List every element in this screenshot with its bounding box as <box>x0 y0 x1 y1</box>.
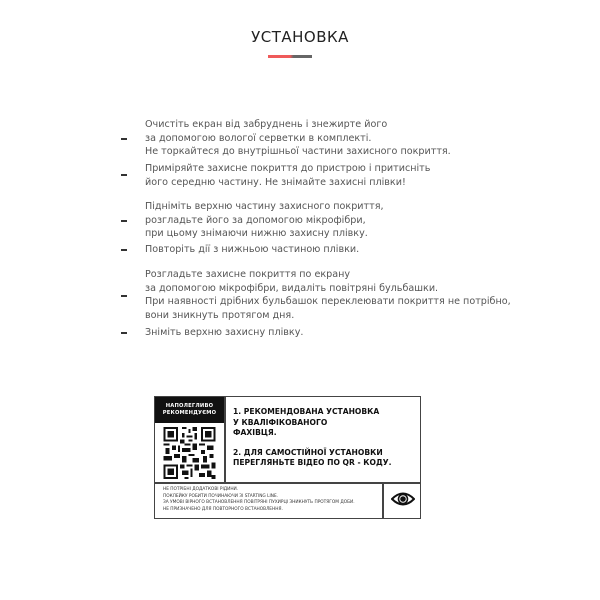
recommendation-box <box>154 396 421 519</box>
divider <box>382 482 384 518</box>
step-line: Підніміть верхню частину захисного покриття, <box>145 201 384 212</box>
dash-bullet-icon <box>121 295 127 297</box>
note-line: ЗА УМОВІ ВІРНОГО ВСТАНОВЛЕННЯ ПОВІТРЯНІ ПУХИРЦІ ЗНИКНУТЬ ПРОТЯГОМ ДОБИ. <box>163 500 355 506</box>
recommended-badge <box>155 397 224 423</box>
instruction-line: ФАХІВЦЯ. <box>233 428 277 437</box>
step-line: При наявності дрібних бульбашок переклеювати покриття не потрібно, <box>145 296 511 307</box>
step-line: Приміряйте захисне покриття до пристрою і притисніть <box>145 163 431 174</box>
instruction-line: У КВАЛІФІКОВАНОГО <box>233 417 328 427</box>
divider <box>155 482 420 484</box>
eye-icon <box>391 491 415 507</box>
step-line: за допомогою вологої серветки в комплекті. <box>145 132 372 144</box>
instruction-line: 1. РЕКОМЕНДОВАНА УСТАНОВКА <box>233 407 380 416</box>
note-line: ПОКЛЕЙКУ РОБИТИ ПОЧИНАЮЧИ ЗІ STARTING LINE. <box>163 493 279 499</box>
step-line: Повторіть дії з нижньою частиною плівки. <box>145 244 360 255</box>
instruction-line: ПЕРЕГЛЯНЬТЕ ВІДЕО ПО QR - КОДУ. <box>233 458 392 467</box>
note-line: НЕ ПОТРІБНІ ДОДАТКОВІ РІДИНИ. <box>163 487 239 492</box>
step-line: вони зникнуть протягом дня. <box>145 309 295 321</box>
step-line: Не торкайтеся до внутрішньої частини захисного покриття. <box>145 146 451 157</box>
dash-bullet-icon <box>121 220 127 222</box>
dash-bullet-icon <box>121 174 127 176</box>
dash-bullet-icon <box>121 332 127 334</box>
step-line: розгладьте його за допомогою мікрофібри, <box>145 214 366 226</box>
page-title: УСТАНОВКА <box>251 28 349 46</box>
badge-line: НАПОЛЕГЛИВО <box>165 403 214 409</box>
badge-line: РЕКОМЕНДУЄМО <box>162 410 217 416</box>
step-line: за допомогою мікрофібри, видаліть повітряні бульбашки. <box>145 282 439 294</box>
divider <box>224 397 226 482</box>
dash-bullet-icon <box>121 249 127 251</box>
dash-bullet-icon <box>121 138 127 140</box>
step-line: його середню частину. Не знімайте захисні плівки! <box>145 176 406 188</box>
note-line: НЕ ПРИЗНАЧЕНО ДЛЯ ПОВТОРНОГО ВСТАНОВЛЕННЯ. <box>163 506 283 512</box>
usage-notes <box>163 487 355 513</box>
step-line: Розгладьте захисне покриття по екрану <box>145 269 351 280</box>
title-underline <box>268 55 312 58</box>
step-line: Зніміть верхню захисну плівку. <box>145 327 304 338</box>
instruction-line: 2. ДЛЯ САМОСТІЙНОЇ УСТАНОВКИ <box>233 447 383 457</box>
step-line: Очистіть екран від забруднень і знежирте його <box>145 119 388 130</box>
step-line: при цьому знімаючи нижню захисну плівку. <box>145 228 368 239</box>
install-instructions <box>233 407 391 469</box>
qr-code-icon[interactable] <box>162 427 217 479</box>
